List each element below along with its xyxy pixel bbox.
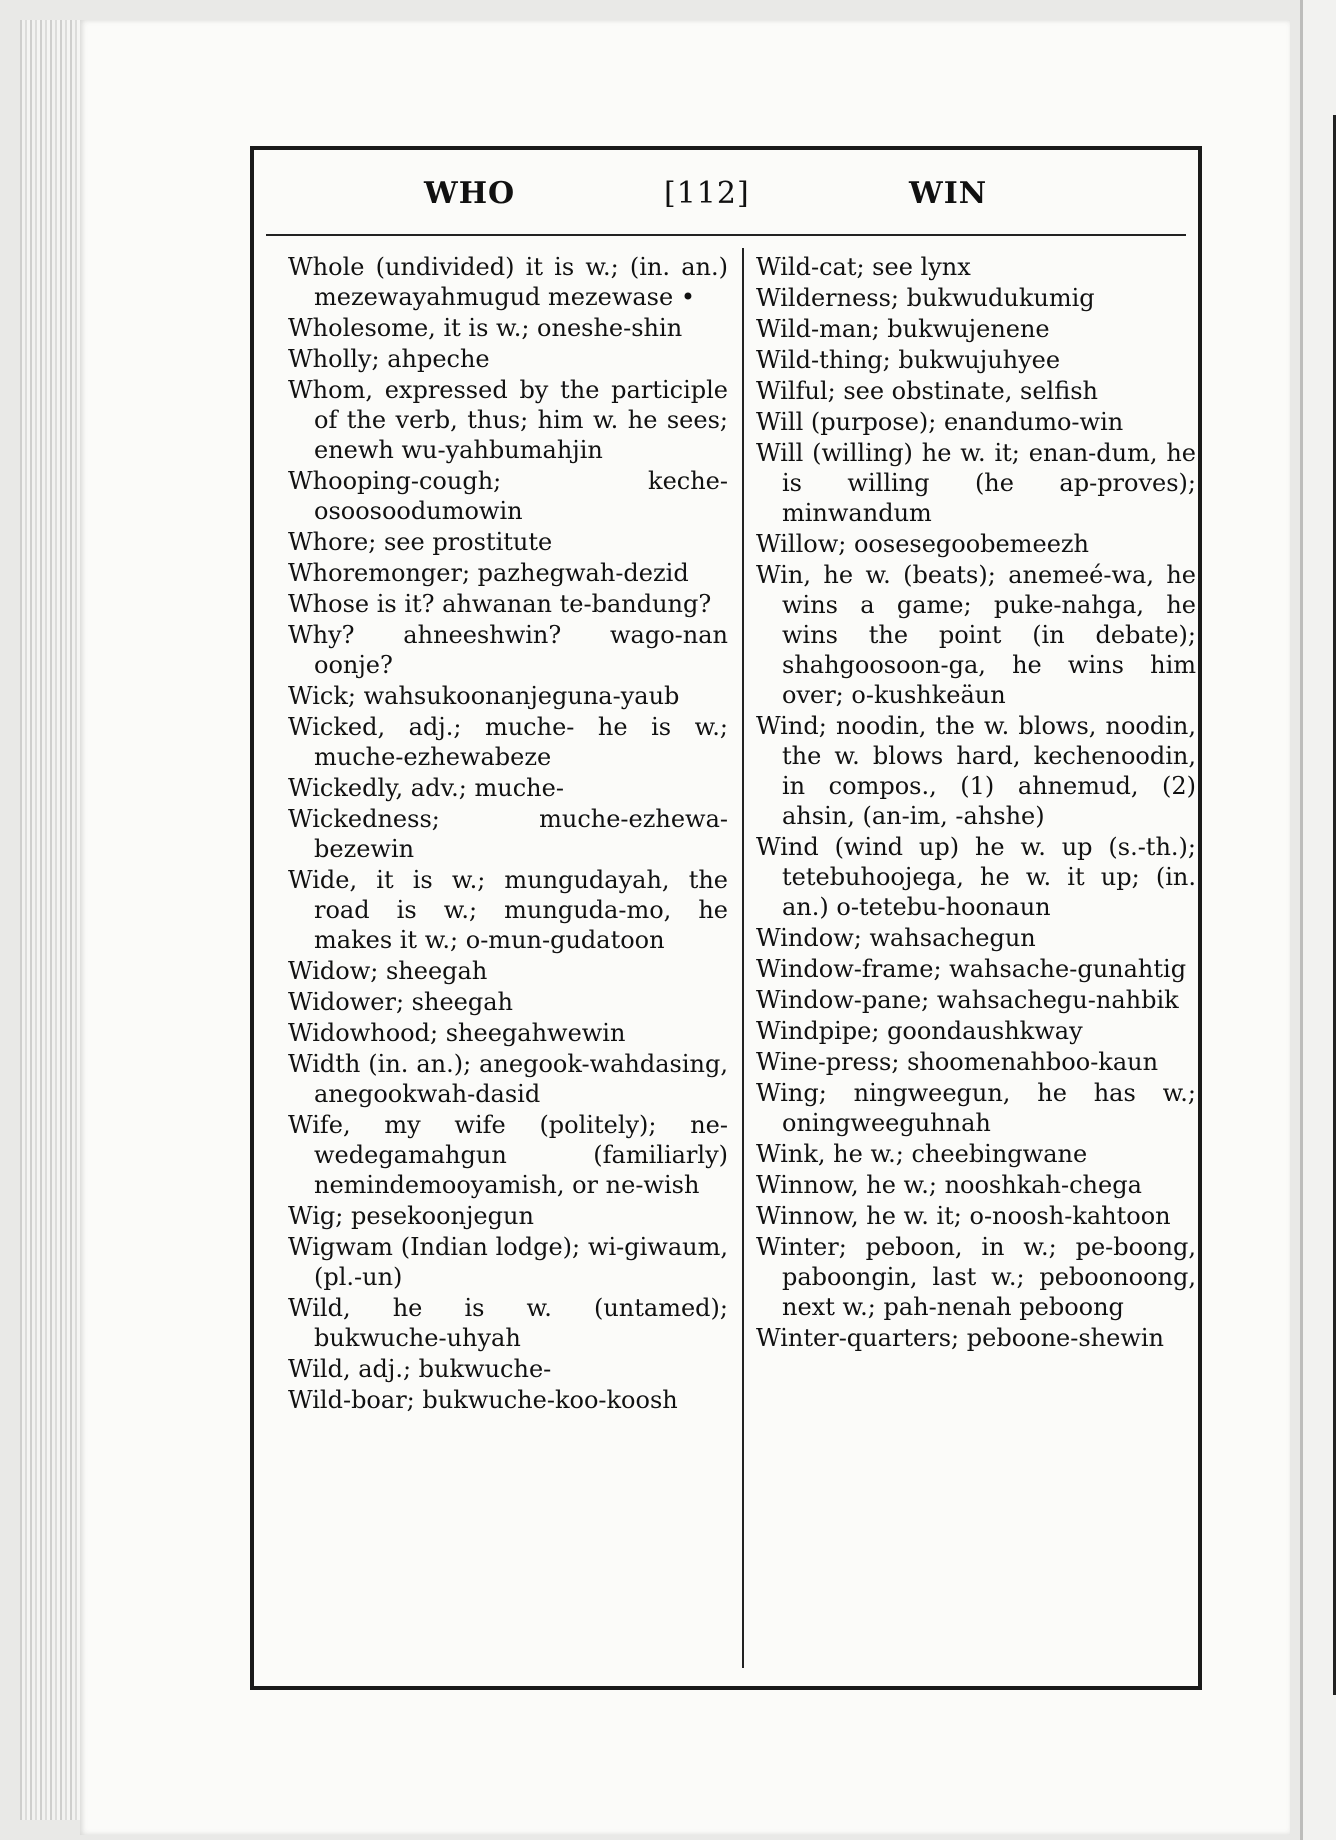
dictionary-entry: Window; wahsachegun [756, 924, 1036, 952]
dictionary-entry: Width (in. an.); anegook-wahdasing, anegookwah-dasid [288, 1050, 728, 1108]
dictionary-entry: Winnow, he w.; nooshkah-chega [756, 1171, 1142, 1199]
dictionary-entry: Widow; sheegah [288, 957, 488, 985]
book-page-edges [20, 20, 80, 1820]
dictionary-entry: Widowhood; sheegahwewin [288, 1019, 626, 1047]
dictionary-entry: Wick; wahsukoonanjeguna-yaub [288, 682, 680, 710]
dictionary-entry: Wig; pesekoonjegun [288, 1202, 534, 1230]
dictionary-entry: Window-frame; wahsache-gunahtig [756, 955, 1187, 983]
dictionary-entry: Wickedness; muche-ezhewa-bezewin [288, 805, 728, 863]
dictionary-entry: Wild, he is w. (untamed); bukwuche-uhyah [288, 1294, 728, 1352]
dictionary-entry: Why? ahneeshwin? wago-nan oonje? [288, 621, 728, 679]
dictionary-entry: Whoremonger; pazhegwah-dezid [288, 559, 689, 587]
dictionary-entry: Winnow, he w. it; o-noosh-kahtoon [756, 1202, 1171, 1230]
dictionary-entry: Wild-boar; bukwuche-koo-koosh [288, 1386, 678, 1414]
dictionary-entry: Whose is it? ahwanan te-bandung? [288, 590, 712, 618]
dictionary-entry: Whooping-cough; keche-osoosoodumowin [288, 467, 728, 525]
dictionary-entry: Wing; ningweegun, he has w.; oningweeguhnah [756, 1079, 1196, 1137]
dictionary-entry: Wild-man; bukwujenene [756, 315, 1050, 343]
dictionary-entry: Winter; peboon, in w.; pe-boong, paboongin, last w.; peboonoong, next w.; pah-nenah peboong [756, 1233, 1196, 1321]
left-column [288, 252, 728, 1416]
dictionary-entry: Win, he w. (beats); anemeé-wa, he wins a game; puke-nahga, he wins the point (in debate); shahgoosoon-ga, he wins him over; o-kushkeäun [756, 561, 1196, 709]
dictionary-entry: Window-pane; wahsachegu-nahbik [756, 986, 1179, 1014]
dictionary-entry: Wind (wind up) he w. up (s.-th.); tetebuhoojega, he w. it up; (in. an.) o-tetebu-hoonaun [756, 833, 1196, 921]
dictionary-entry: Wild, adj.; bukwuche- [288, 1355, 552, 1383]
dictionary-entry: Wine-press; shoomenahboo-kaun [756, 1048, 1159, 1076]
dictionary-entry: Wholly; ahpeche [288, 345, 490, 373]
dictionary-entry: Whom, expressed by the participle of the verb, thus; him w. he sees; enewh wu-yahbumahjin [288, 376, 728, 464]
dictionary-entry: Wickedly, adv.; muche- [288, 774, 564, 802]
dictionary-entry: Willow; oosesegoobemeezh [756, 530, 1090, 558]
dictionary-entry: Wild-thing; bukwujuhyee [756, 346, 1061, 374]
dictionary-entry: Will (purpose); enandumo-win [756, 408, 1124, 436]
right-guide-word: WIN [909, 176, 988, 211]
dictionary-entry: Wide, it is w.; mungudayah, the road is w.; munguda-mo, he makes it w.; o-mun-gudatoon [288, 866, 728, 954]
left-guide-word: WHO [424, 176, 516, 211]
dictionary-entry: Wilderness; bukwudukumig [756, 284, 1095, 312]
page-frame [250, 146, 1202, 1690]
running-header [254, 150, 1198, 220]
right-column [756, 252, 1196, 1354]
dictionary-entry: Will (willing) he w. it; enan-dum, he is willing (he ap-proves); minwandum [756, 439, 1196, 527]
dictionary-entry: Wife, my wife (politely); ne-wedegamahgun (familiarly) nemindemooyamish, or ne-wish [288, 1111, 728, 1199]
dictionary-entry: Whore; see prostitute [288, 528, 553, 556]
dictionary-entry: Wigwam (Indian lodge); wi-giwaum, (pl.-un) [288, 1233, 728, 1291]
facing-page-edge [1300, 0, 1336, 1840]
dictionary-entry: Widower; sheegah [288, 988, 513, 1016]
page-number: [112] [664, 176, 750, 211]
header-rule [266, 234, 1186, 236]
dictionary-entry: Wind; noodin, the w. blows, noodin, the w. blows hard, kechenoodin, in compos., (1) ahnemud, (2) ahsin, (an-im, -ahshe) [756, 712, 1196, 830]
column-divider [742, 248, 744, 1668]
dictionary-entry: Wholesome, it is w.; oneshe-shin [288, 314, 683, 342]
dictionary-entry: Wilful; see obstinate, selfish [756, 377, 1098, 405]
dictionary-entry: Whole (undivided) it is w.; (in. an.) mezewayahmugud mezewase • [288, 253, 728, 311]
dictionary-entry: Windpipe; goondaushkway [756, 1017, 1083, 1045]
dictionary-entry: Wild-cat; see lynx [756, 253, 971, 281]
dictionary-entry: Wink, he w.; cheebingwane [756, 1140, 1088, 1168]
dictionary-entry: Wicked, adj.; muche- he is w.; muche-ezhewabeze [288, 713, 728, 771]
dictionary-entry: Winter-quarters; peboone-shewin [756, 1324, 1165, 1352]
